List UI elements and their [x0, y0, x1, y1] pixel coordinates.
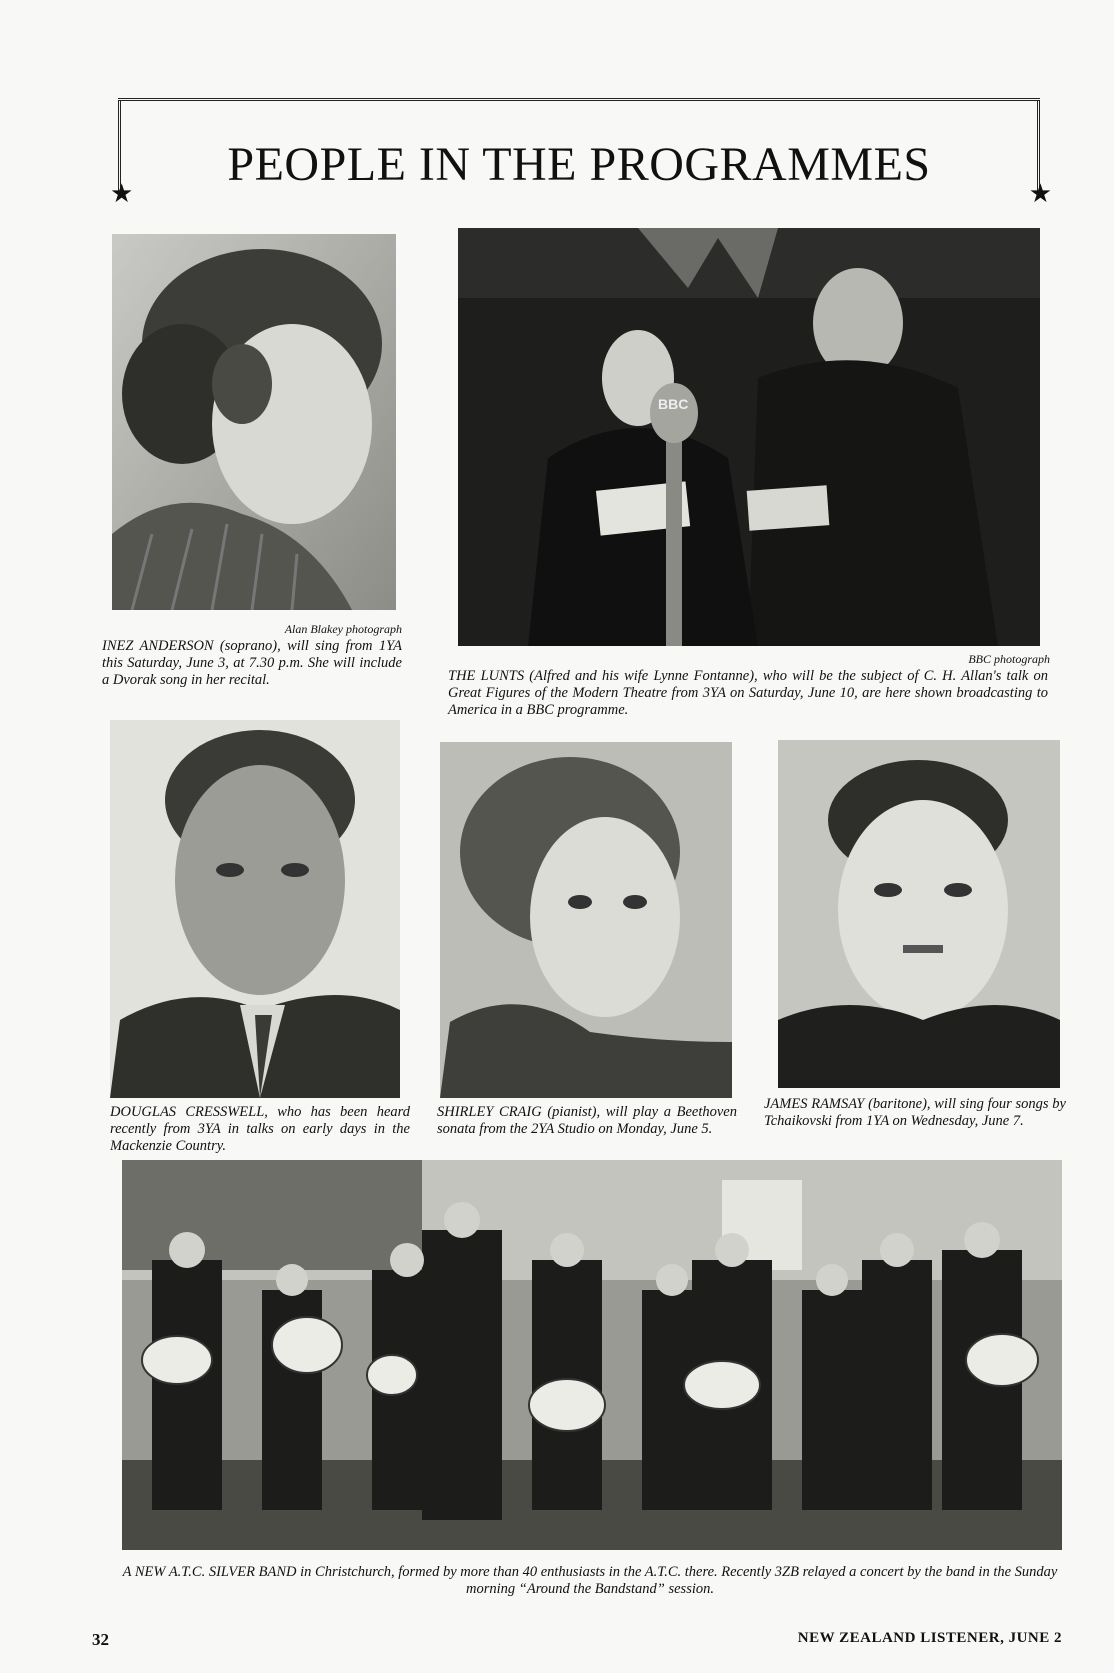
mic-label: BBC: [658, 396, 689, 412]
publication-name: NEW ZEALAND LISTENER, JUNE 2: [797, 1630, 1062, 1646]
star-icon: ★: [110, 179, 134, 208]
page-number: 32: [92, 1630, 109, 1649]
caption-band: A NEW A.T.C. SILVER BAND in Christchurch, formed by more than 40 enthusiasts in the A.T.C. there. Recently 3ZB relayed a concert by the band in the Sunday morning “Around the Bandstand” session.: [122, 1564, 1058, 1597]
page-title: PEOPLE IN THE PROGRAMMES: [227, 138, 931, 191]
photo-the-lunts: [458, 228, 1040, 646]
photo-douglas-cresswell: [110, 720, 400, 1098]
caption-cresswell: DOUGLAS CRESSWELL, who has been heard recently from 3YA in talks on early days in the Mackenzie Country.: [110, 1104, 410, 1154]
caption-lunts: THE LUNTS (Alfred and his wife Lynne Fontanne), who will be the subject of C. H. Allan's talk on Great Figures of the Modern Theatre from 3YA on Saturday, June 10, are here shown broadcasting to America in a BBC programme.: [448, 668, 1048, 718]
page-header: [110, 98, 1052, 208]
photo-james-ramsay: [778, 740, 1060, 1088]
photo-shirley-craig: [440, 742, 732, 1098]
credit-lunts: BBC photograph: [968, 652, 1050, 666]
credit-inez: Alan Blakey photograph: [284, 622, 402, 636]
caption-inez: INEZ ANDERSON (soprano), will sing from 1YA this Saturday, June 3, at 7.30 p.m. She will include a Dvorak song in her recital.: [102, 638, 402, 688]
caption-ramsay: JAMES RAMSAY (baritone), will sing four songs by Tchaikovski from 1YA on Wednesday, June 7.: [764, 1096, 1066, 1129]
caption-craig: SHIRLEY CRAIG (pianist), will play a Beethoven sonata from the 2YA Studio on Monday, June 5.: [437, 1104, 737, 1137]
photo-atc-silver-band: [122, 1160, 1062, 1550]
star-icon: ★: [1028, 179, 1052, 208]
photo-inez-anderson: [112, 234, 396, 610]
